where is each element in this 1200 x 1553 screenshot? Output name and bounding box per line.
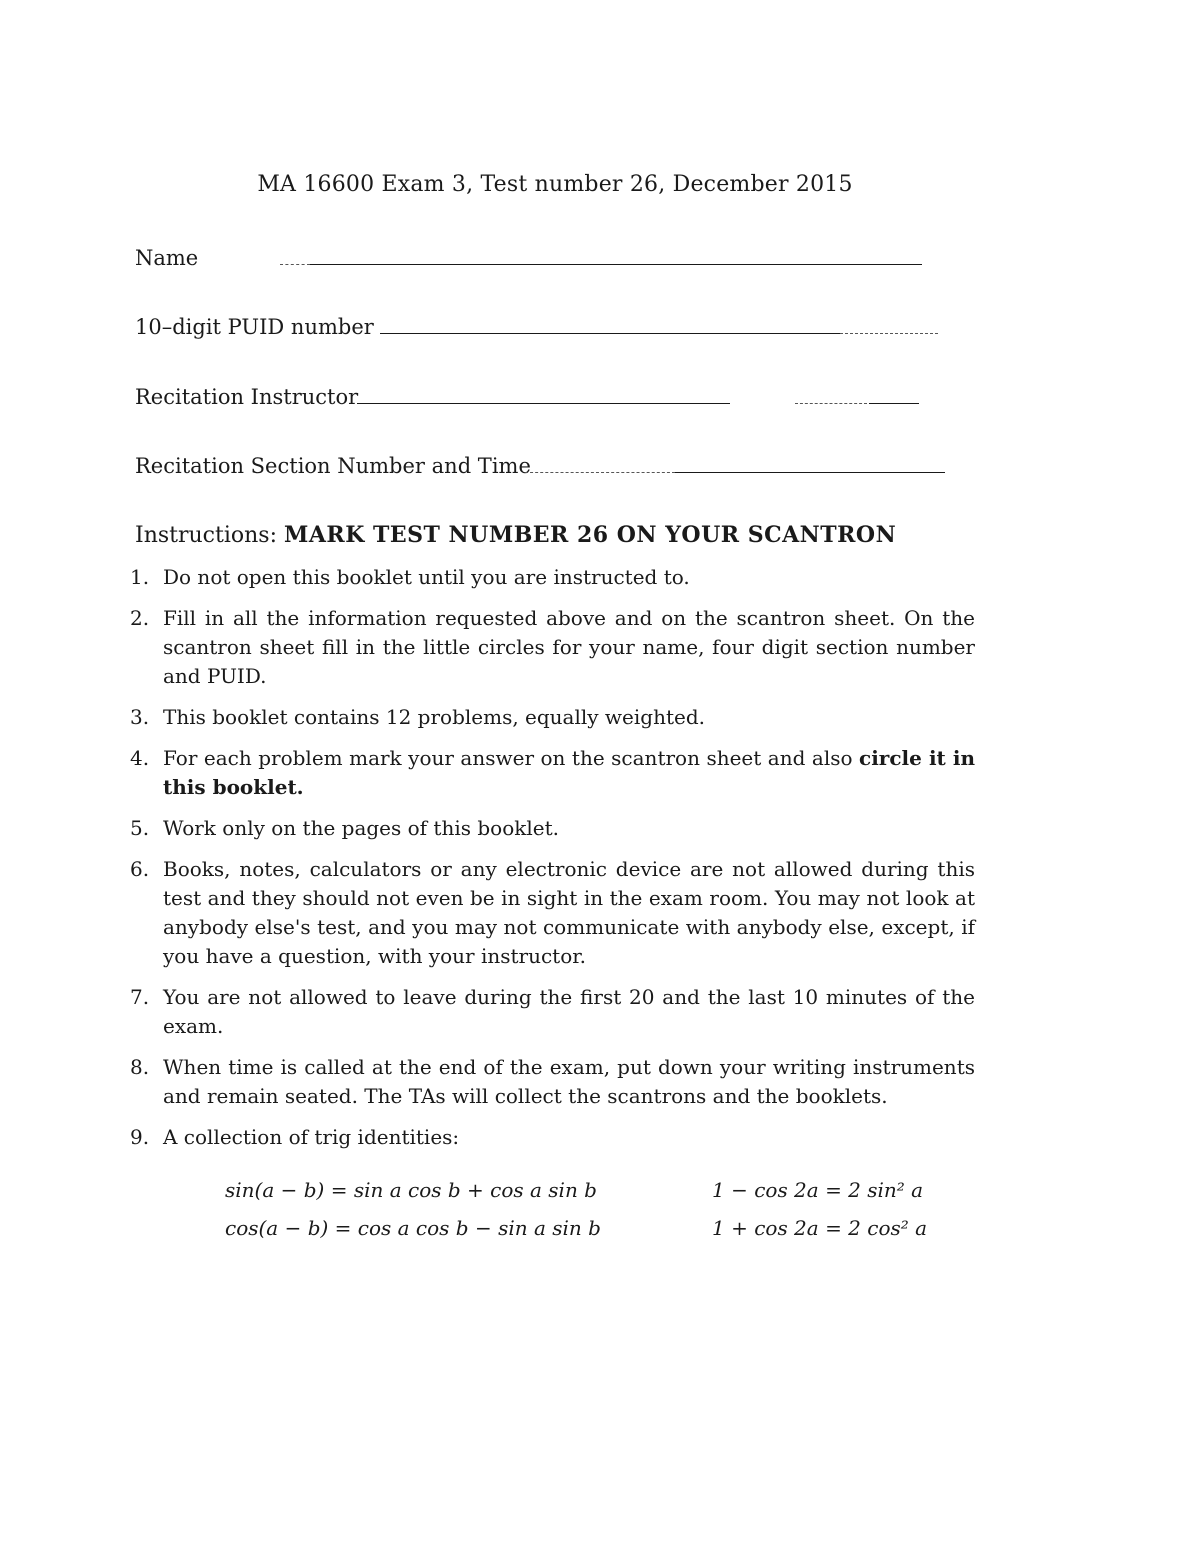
instruction-item bbox=[130, 855, 975, 971]
instruction-number: 5. bbox=[130, 816, 150, 840]
recitation-section-line[interactable] bbox=[675, 472, 945, 473]
puid-label: 10–digit PUID number bbox=[135, 315, 374, 339]
instruction-text: Do not open this booklet until you are instructed to. bbox=[163, 565, 690, 589]
instructions-lead: Instructions: bbox=[135, 523, 277, 548]
name-line[interactable] bbox=[310, 264, 922, 265]
instruction-number: 2. bbox=[130, 606, 150, 630]
instruction-number: 6. bbox=[130, 857, 150, 881]
instruction-item bbox=[130, 563, 975, 592]
instruction-number: 4. bbox=[130, 746, 150, 770]
instruction-number: 8. bbox=[130, 1055, 150, 1079]
instruction-number: 7. bbox=[130, 985, 150, 1009]
instruction-item bbox=[130, 1123, 975, 1152]
name-label: Name bbox=[135, 246, 199, 270]
instruction-item bbox=[130, 814, 975, 843]
identity-one-minus-cos: 1 − cos 2a = 2 sin² a bbox=[712, 1178, 924, 1202]
recitation-instructor-line[interactable] bbox=[357, 403, 730, 404]
instruction-number: 1. bbox=[130, 565, 150, 589]
instruction-text: You are not allowed to leave during the first 20 and the last 10 minutes of the exam. bbox=[163, 985, 975, 1038]
puid-line-tail bbox=[840, 333, 938, 334]
instruction-number: 3. bbox=[130, 705, 150, 729]
instruction-text: A collection of trig identities: bbox=[163, 1125, 460, 1149]
instructions-heading bbox=[135, 522, 896, 548]
instruction-item bbox=[130, 1053, 975, 1111]
recitation-section-label-text: Recitation Section Number and Time bbox=[135, 454, 531, 478]
instruction-item bbox=[130, 604, 975, 691]
instruction-item bbox=[130, 703, 975, 732]
puid-line[interactable] bbox=[380, 333, 840, 334]
page-title: MA 16600 Exam 3, Test number 26, December 2015 bbox=[257, 172, 853, 197]
instruction-emphasis: circle it in this booklet. bbox=[163, 746, 976, 799]
identity-cos-difference: cos(a − b) = cos a cos b − sin a sin b bbox=[225, 1216, 601, 1240]
instruction-text: Books, notes, calculators or any electronic device are not allowed during this test and they should not even be in sight in the exam room. You may not look at anybody else's test, and you may not communicate with anybody else, except, if you have a question, with your instructor. bbox=[163, 857, 975, 968]
instruction-text: This booklet contains 12 problems, equally weighted. bbox=[163, 705, 706, 729]
name-line-lead bbox=[280, 264, 310, 265]
instruction-number: 9. bbox=[130, 1125, 150, 1149]
instructions-emphasis: MARK TEST NUMBER 26 ON YOUR SCANTRON bbox=[284, 522, 897, 548]
recitation-instructor-line-gap bbox=[795, 403, 867, 404]
recitation-instructor-line-tail bbox=[869, 403, 919, 404]
recitation-section-line-lead bbox=[525, 472, 675, 473]
instruction-list bbox=[130, 563, 975, 1164]
recitation-instructor-label: Recitation Instructor bbox=[135, 385, 359, 409]
instruction-text: Work only on the pages of this booklet. bbox=[163, 816, 559, 840]
recitation-section-label bbox=[135, 454, 531, 478]
instruction-text: For each problem mark your answer on the scantron sheet and also bbox=[163, 746, 853, 770]
instruction-item bbox=[130, 744, 975, 802]
identity-one-plus-cos: 1 + cos 2a = 2 cos² a bbox=[712, 1216, 928, 1240]
instruction-item bbox=[130, 983, 975, 1041]
instruction-text: Fill in all the information requested above and on the scantron sheet. On the scantron sheet fill in the little circles for your name, four digit section number and PUID. bbox=[163, 606, 975, 688]
identity-sin-difference: sin(a − b) = sin a cos b + cos a sin b bbox=[225, 1178, 597, 1202]
instruction-text: When time is called at the end of the exam, put down your writing instruments and remain seated. The TAs will collect the scantrons and the booklets. bbox=[163, 1055, 975, 1108]
